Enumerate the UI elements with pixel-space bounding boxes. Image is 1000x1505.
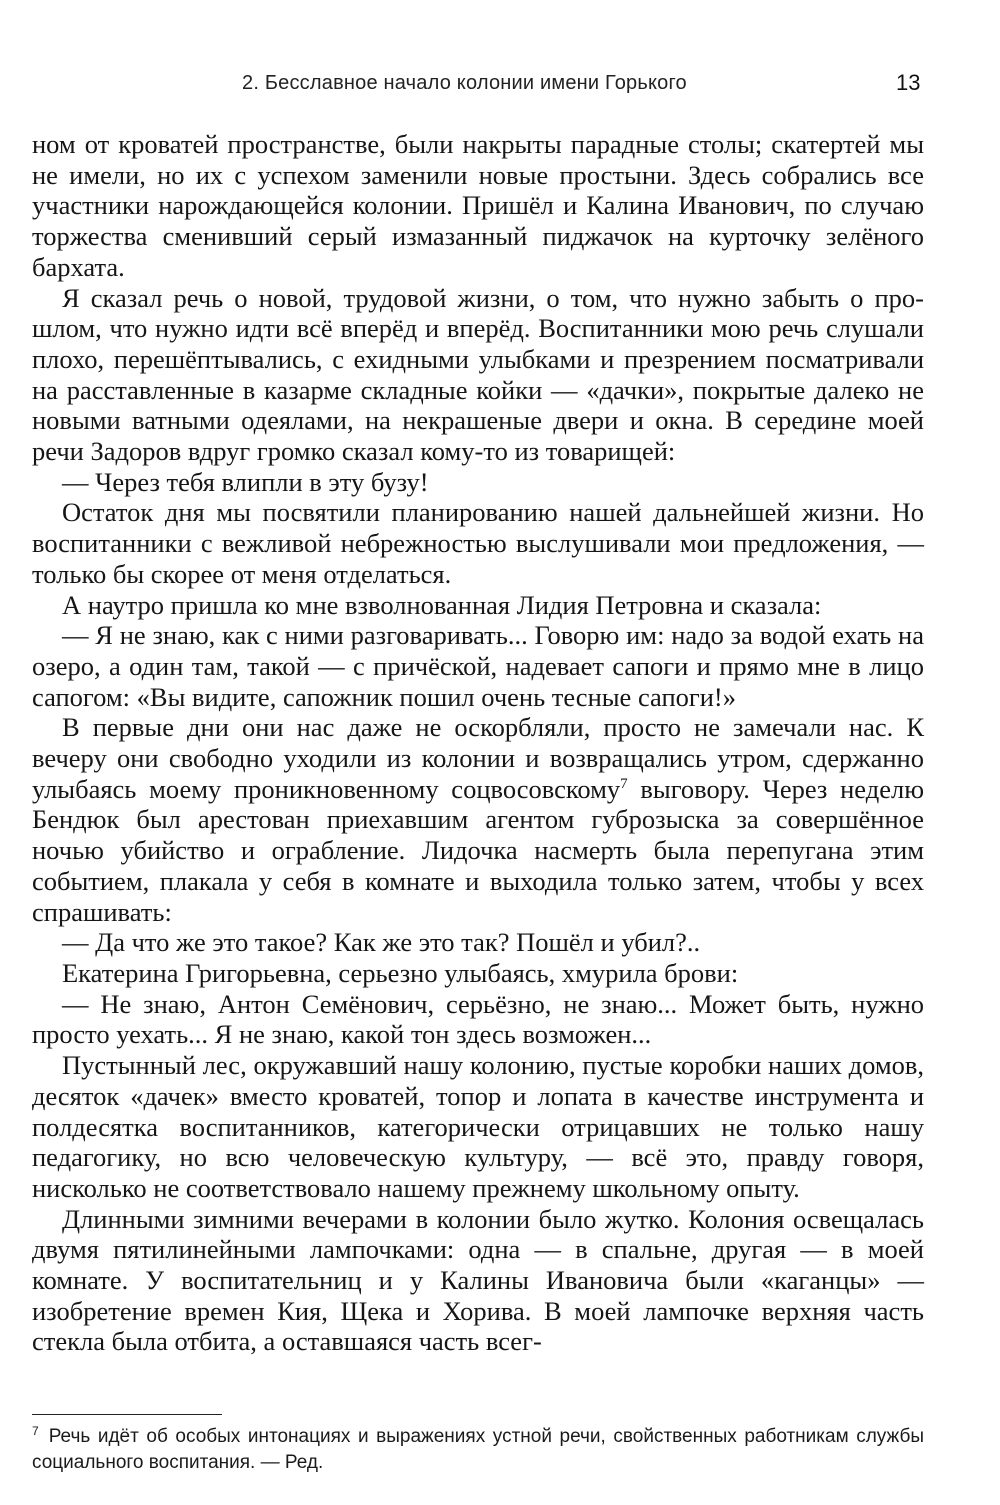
footnote-text: Речь идёт об особых интонациях и выражениях устной речи, свойственных работникам службы социального воспитания. — Ред. bbox=[32, 1426, 924, 1473]
paragraph-continuation: ном от кроватей пространстве, были накрыты парадные столы; скатертей мы не имели, но их с успехом заменили новые простыни. Здесь собрались все участники нарождающейся колонии. Пришёл и Калина Иванович, по случаю торжества сменивший серый измазанный пиджачок на курточку зелёного бархата. bbox=[32, 129, 924, 282]
dialogue-line: — Через тебя влипли в эту бузу! bbox=[62, 466, 429, 497]
paragraph-text: выговору. Через неделю Бендюк был арестован приехавшим агентом губрозыска за совершённое ночью убийство и ограбление. Лидочка насмерть была перепугана этим событием, плакала у себя в комнате и выходила только затем, чтобы у всех спрашивать: bbox=[32, 773, 924, 927]
dialogue-line: — Я не знаю, как с ними разговаривать... Говорю им: надо за водой ехать на озеро, а один там, такой — с причёской, надевает сапоги и прямо мне в лицо сапогом: «Вы видите, сапожник пошил очень тесные сапоги!» bbox=[32, 620, 924, 712]
footnote bbox=[32, 1424, 924, 1476]
paragraph: Я сказал речь о новой, трудовой жизни, о том, что нужно забыть о прошлом, что нужно идти всё вперёд и вперёд. Воспитанники мою речь слушали плохо, перешёптывались, с ехидными улыбками и презрением посматривали на расставленные в казарме складные койки — «дачки», покрытые далеко не новыми ватными одеялами, на некрашеные двери и окна. В середине моей речи Задоров вдруг громко сказал кому-то из товарищей: bbox=[32, 282, 924, 467]
paragraph: А наутро пришла ко мне взволнованная Лидия Петровна и сказала: bbox=[62, 589, 822, 620]
footnote-separator bbox=[32, 1414, 222, 1415]
dialogue-line: — Не знаю, Антон Семёнович, серьёзно, не знаю... Может быть, нужно просто уехать... Я не знаю, какой тон здесь возможен... bbox=[32, 988, 924, 1050]
page-number: 13 bbox=[896, 70, 921, 95]
paragraph: Длинными зимними вечерами в колонии было жутко. Колония освещалась двумя пятилинейными лампочками: одна — в спальне, другая — в моей комнате. У воспитательниц и у Калины Ивановича были «каганцы» — изобретение времен Кия, Щека и Хорива. В моей лампочке верхняя часть стекла была отбита, а оставшаяся часть всег- bbox=[32, 1203, 924, 1357]
body-text bbox=[32, 129, 924, 1357]
dialogue-line: — Да что же это такое? Как же это так? Пошёл и убил?.. bbox=[62, 927, 701, 958]
paragraph-text: В первые дни они нас даже не оскорбляли, просто не замечали нас. К вечеру они свободно уходили из колонии и возвращались утром, сдержанно улыбаясь моему проникновенному соцвосовскому bbox=[32, 712, 924, 804]
footnote-mark: 7 bbox=[32, 1424, 39, 1438]
paragraph: Пустынный лес, окружавший нашу колонию, пустые коробки наших домов, десяток «дачек» вместо кроватей, топор и лопата в качестве инструмента и полдесятка воспитанников, категорически отрицавших не только нашу педагогику, но всю человеческую культуру, — всё это, правду говоря, нисколько не соответствовало нашему прежнему школьному опыту. bbox=[32, 1050, 924, 1203]
paragraph-with-footnote bbox=[32, 712, 924, 927]
paragraph: Екатерина Григорьевна, серьезно улыбаясь, хмурила брови: bbox=[62, 957, 739, 988]
paragraph: Остаток дня мы посвятили планированию нашей дальнейшей жизни. Но воспитанники с вежливой небрежностью выслушивали мои предложения, — только бы скорее от меня отделаться. bbox=[32, 497, 924, 589]
running-head-title: 2. Бесславное начало колонии имени Горького bbox=[242, 72, 687, 94]
footnote-reference[interactable]: 7 bbox=[620, 775, 628, 792]
